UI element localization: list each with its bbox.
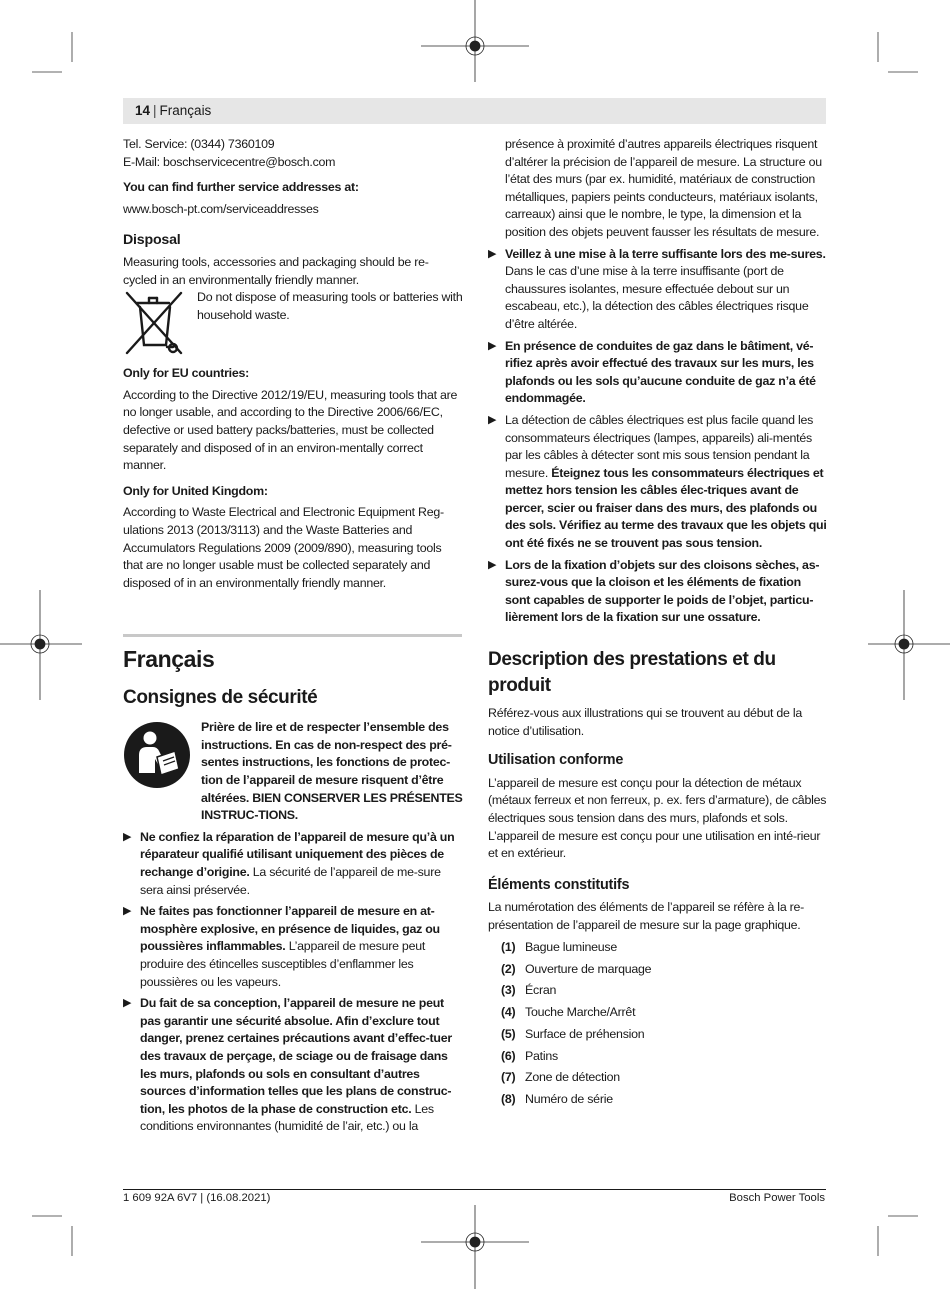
intended-use-text-1: L’appareil de mesure est conçu pour la détection de métaux (métaux ferreux et non ferreux, p. ex. fers d’armature), de câbles électriques sous tension dans des murs, plafonds et sols. (488, 775, 827, 825)
addresses-url: www.bosch-pt.com/serviceaddresses (123, 201, 319, 216)
uk-heading: Only for United Kingdom: (123, 483, 268, 498)
page-header (123, 98, 826, 124)
registration-mark-top (421, 0, 529, 82)
page-number-label: 14 | Français (135, 103, 212, 118)
triangle-bullet-icon: ▶ (123, 997, 132, 1010)
list-item: (6) Patins (501, 1048, 558, 1063)
eu-text: According to the Directive 2012/19/EU, measuring tools that are no longer usable, and according to the Directive 2006/66/EC, defective or used battery packs/batteries, must be collected separately and disposed of in an environ-mentally correct manner. (123, 387, 458, 473)
list-item: (2) Ouverture de marquage (501, 961, 652, 976)
registration-mark-left (0, 590, 82, 700)
triangle-bullet-icon: ▶ (488, 247, 497, 260)
read-instructions-icon (123, 721, 191, 789)
footer-doc-number: 1 609 92A 6V7 | (16.08.2021) (123, 1192, 271, 1204)
disposal-bin-text: Do not dispose of measuring tools or batteries with household waste. (197, 290, 463, 322)
intended-use-title: Utilisation conforme (488, 752, 624, 769)
registration-mark-right (868, 590, 950, 700)
crossed-out-wheelie-bin-icon (123, 289, 187, 357)
disposal-symbol-block (123, 289, 463, 357)
safety-intro-block (123, 719, 463, 825)
list-item: (3) Écran (501, 983, 557, 998)
registration-mark-bottom (421, 1205, 529, 1289)
triangle-bullet-icon: ▶ (488, 413, 497, 426)
bullet-repair: ▶ Ne confiez la réparation de l’appareil de mesure qu’à un réparateur qualifié utilisant uniquement des pièces de rechange d’origine. La sécurité de l’appareil de me-sure sera ainsi préservée. (123, 829, 455, 897)
disposal-intro-1: Measuring tools, accessories and packaging should be re- (123, 254, 429, 269)
triangle-bullet-icon: ▶ (488, 339, 497, 352)
list-item: (7) Zone de détection (501, 1070, 620, 1085)
description-text: Référez-vous aux illustrations qui se trouvent au début de la notice d’utilisation. (488, 706, 802, 738)
list-item: (1) Bague lumineuse (501, 939, 617, 954)
disposal-title: Disposal (123, 232, 181, 249)
list-item: (5) Surface de préhension (501, 1026, 645, 1041)
addresses-heading: You can find further service addresses at: (123, 180, 359, 195)
components-list (488, 939, 828, 1109)
triangle-bullet-icon: ▶ (123, 830, 132, 843)
triangle-bullet-icon: ▶ (123, 905, 132, 918)
safety-intro: Prière de lire et de respecter l’ensemble des instructions. En cas de non-respect des pré-sentes instructions, les fonctions de protec-tion de l’appareil de mesure risquent d’être altérées. BIEN CONSERVER LES PRÉSENTES INSTRUC-TIONS. (201, 720, 463, 823)
eu-heading: Only for EU countries: (123, 366, 249, 381)
left-column (123, 136, 463, 1136)
footer-brand: Bosch Power Tools (729, 1192, 825, 1204)
bullet-absolute-safety: ▶ Du fait de sa conception, l’appareil de mesure ne peut pas garantir une sécurité absolue. Afin d’exclure tout danger, prenez certaines précautions avant d’effec-tuer des travaux de perçage, de sciage ou de fraisage dans les murs, plafonds ou sols en consultant d’autres sources d’information telles que les plans de construc-tion, les photos de la phase de construction etc. Les conditions environnantes (humidité de l’air, etc.) ou la (123, 996, 452, 1134)
list-item: (4) Touche Marche/Arrêt (501, 1005, 636, 1020)
bullet-explosive: ▶ Ne faites pas fonctionner l’appareil de mesure en at-mosphère explosive, en présence de liquides, gaz ou poussières inflammables. L’appareil de mesure peut produire des étincelles susceptibles d’enflammer les poussières ou les vapeurs. (123, 904, 440, 989)
language-divider (123, 634, 462, 637)
disposal-intro-2: cycled in an environmentally friendly manner. (123, 272, 359, 287)
list-item: (8) Numéro de série (501, 1092, 613, 1107)
bullet-grounding: ▶ Veillez à une mise à la terre suffisante lors des me-sures. Dans le cas d’une mise à la terre insuffisante (port de chaussures isolantes, mesure effectuée debout sur un escabeau, etc.), la détection des câbles électriques risque d’être altérée. (488, 246, 826, 331)
right-column (488, 136, 828, 1109)
triangle-bullet-icon: ▶ (488, 558, 497, 571)
language-title: Français (123, 646, 215, 673)
footer-rule (123, 1189, 826, 1190)
description-title: Description des prestations et du produit (488, 649, 776, 697)
components-text: La numérotation des éléments de l’appareil se réfère à la re-présentation de l’appareil de mesure sur la page graphique. (488, 900, 805, 932)
components-title: Éléments constitutifs (488, 876, 630, 893)
bullet-gas-pipes: ▶ En présence de conduites de gaz dans le bâtiment, vé-rifiez après avoir effectué des travaux sur les murs, les plafonds ou les sols qu’aucune conduite de gaz n’a été endommagée. (488, 338, 816, 406)
continued-text: présence à proximité d’autres appareils électriques risquent d’altérer la précision de l’appareil de mesure. La structure ou l’état des murs (par ex. humidité, matériaux de construction métalliques, papiers peints conducteurs, matériaux isolants, carreaux) ainsi que le nombre, le type, la dimension et la position des objets peuvent fausser les résultats de mesure. (505, 137, 822, 239)
page-number: 14 (135, 103, 151, 118)
uk-text: According to Waste Electrical and Electronic Equipment Reg-ulations 2013 (2013/3113) and the Waste Batteries and Accumulators Regulations 2009 (2009/890), measuring tools that are no longer usable must be collected separately and disposed of in an environmentally friendly manner. (123, 505, 444, 590)
intended-use-text-2: L’appareil de mesure est conçu pour une utilisation en inté-rieur et en extérieur. (488, 828, 821, 861)
safety-title: Consignes de sécurité (123, 687, 318, 709)
header-language: Français (159, 103, 212, 118)
bullet-drywall: ▶ Lors de la fixation d’objets sur des cloisons sèches, as-surez-vous que la cloison et les éléments de fixation sont capables de supporter le poids de l’objet, particu-lièrement lors de la fixation sur une ossature. (488, 557, 820, 625)
contact-email: E-Mail: boschservicecentre@bosch.com (123, 154, 336, 169)
contact-tel: Tel. Service: (0344) 7360109 (123, 137, 275, 151)
bullet-live-cables: ▶ La détection de câbles électriques est plus facile quand les consommateurs électriques (lampes, appareils) ali-mentés par les câbles à détecter sont mis sous tension pendant la mesure. Éteignez tous les consommateurs électriques et mettez hors tension les câbles élec-triques avant de percer, scier ou fraiser dans des murs, des plafonds ou des sols. Vérifiez au terme des travaux que les objets qui ont été fixés ne se trouvent pas sous tension. (488, 412, 827, 551)
